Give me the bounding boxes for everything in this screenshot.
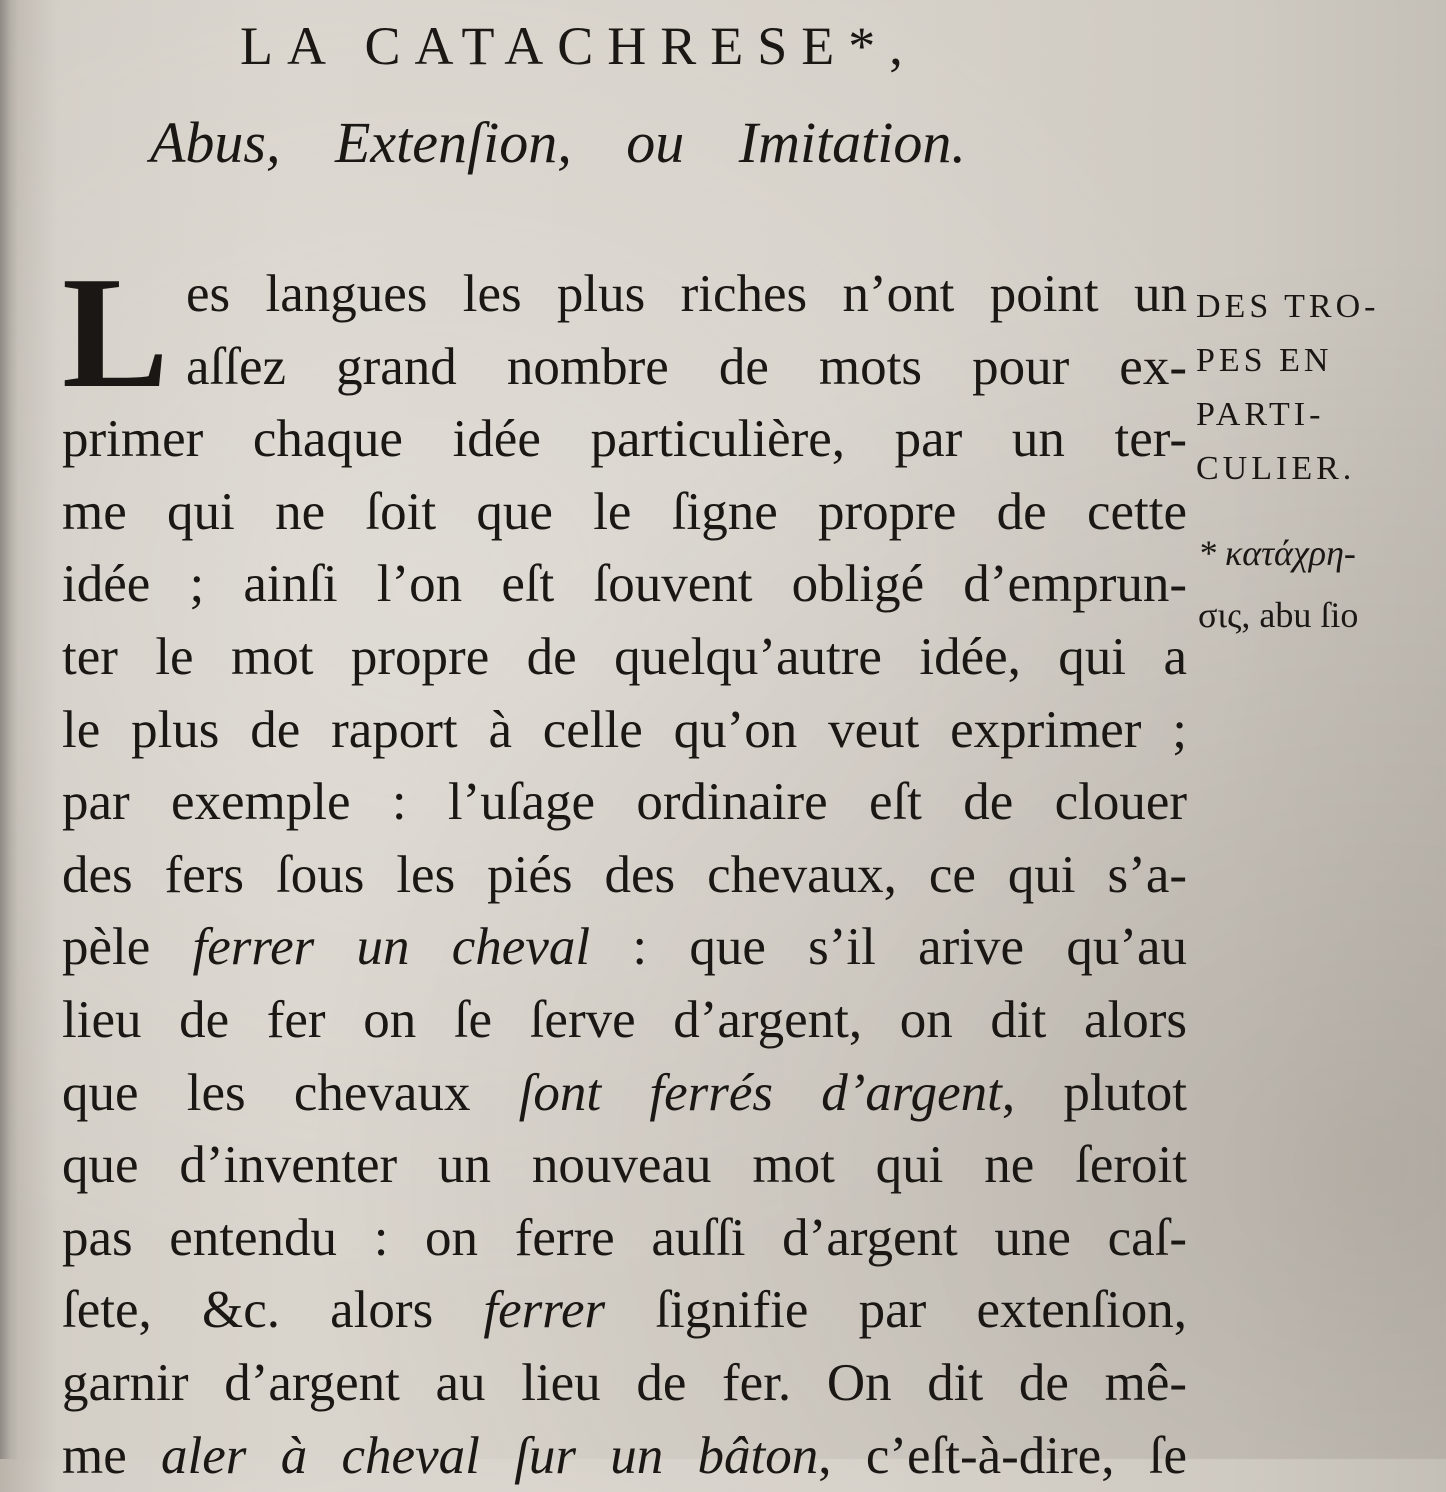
subtitle: Abus, Extenſion, ou Imitation. xyxy=(150,110,1110,176)
margin-note xyxy=(1196,280,1416,496)
running-title: LA CATACHRESE*, xyxy=(240,16,1080,76)
italic-term: ſont ferrés d’argent xyxy=(519,1064,1002,1122)
text-line: aſſez grand nombre de mots pour ex- xyxy=(62,331,1187,404)
text-span: , plutot xyxy=(1002,1064,1187,1122)
text-span: que les chevaux xyxy=(62,1064,519,1122)
margin-note-line: CULIER. xyxy=(1196,442,1416,496)
text-span: pèle xyxy=(62,918,193,976)
margin-note-line: PES EN xyxy=(1196,334,1416,388)
text-line xyxy=(62,1420,1187,1492)
text-line: idée ; ainſi l’on eſt ſouvent obligé d’emprun- xyxy=(62,548,1187,621)
text-line: pas entendu : on ferre auſſi d’argent une caſ- xyxy=(62,1202,1187,1275)
text-span: : que s’il arive qu’au xyxy=(590,918,1187,976)
margin-note-line: DES TRO- xyxy=(1196,280,1416,334)
text-line: garnir d’argent au lieu de fer. On dit de mê- xyxy=(62,1347,1187,1420)
text-line: ter le mot propre de quelqu’autre idée, qui a xyxy=(62,621,1187,694)
text-span: , c’eſt-à-dire, ſe xyxy=(818,1427,1187,1485)
text-line: es langues les plus riches n’ont point un xyxy=(62,258,1187,331)
page-edge-shadow xyxy=(0,0,18,1459)
text-line xyxy=(62,911,1187,984)
italic-term: aler à cheval ſur un bâton xyxy=(161,1427,818,1485)
text-span: me xyxy=(62,1427,161,1485)
text-line xyxy=(62,1057,1187,1130)
text-line: lieu de fer on ſe ſerve d’argent, on dit alors xyxy=(62,984,1187,1057)
text-line: par exemple : l’uſage ordinaire eſt de clouer xyxy=(62,766,1187,839)
text-line xyxy=(62,1274,1187,1347)
italic-term: ferrer un cheval xyxy=(193,918,591,976)
drop-cap: L xyxy=(62,262,169,402)
footnote-greek xyxy=(1198,522,1428,646)
text-span: ſete, &c. alors xyxy=(62,1281,483,1339)
italic-term: ferrer xyxy=(483,1281,605,1339)
text-line: des fers ſous les piés des chevaux, ce qui s’a- xyxy=(62,839,1187,912)
body-paragraph xyxy=(62,258,1187,1492)
text-span: ſignifie par extenſion, xyxy=(605,1281,1187,1339)
text-line: me qui ne ſoit que le ſigne propre de cette xyxy=(62,476,1187,549)
text-line: le plus de raport à celle qu’on veut exprimer ; xyxy=(62,694,1187,767)
text-line: que d’inventer un nouveau mot qui ne ſeroit xyxy=(62,1129,1187,1202)
text-line: primer chaque idée particulière, par un ter- xyxy=(62,403,1187,476)
footnote-line: σις, abu ſio xyxy=(1198,584,1428,646)
footnote-line: * κατάχρη- xyxy=(1198,522,1428,584)
margin-note-line: PARTI- xyxy=(1196,388,1416,442)
